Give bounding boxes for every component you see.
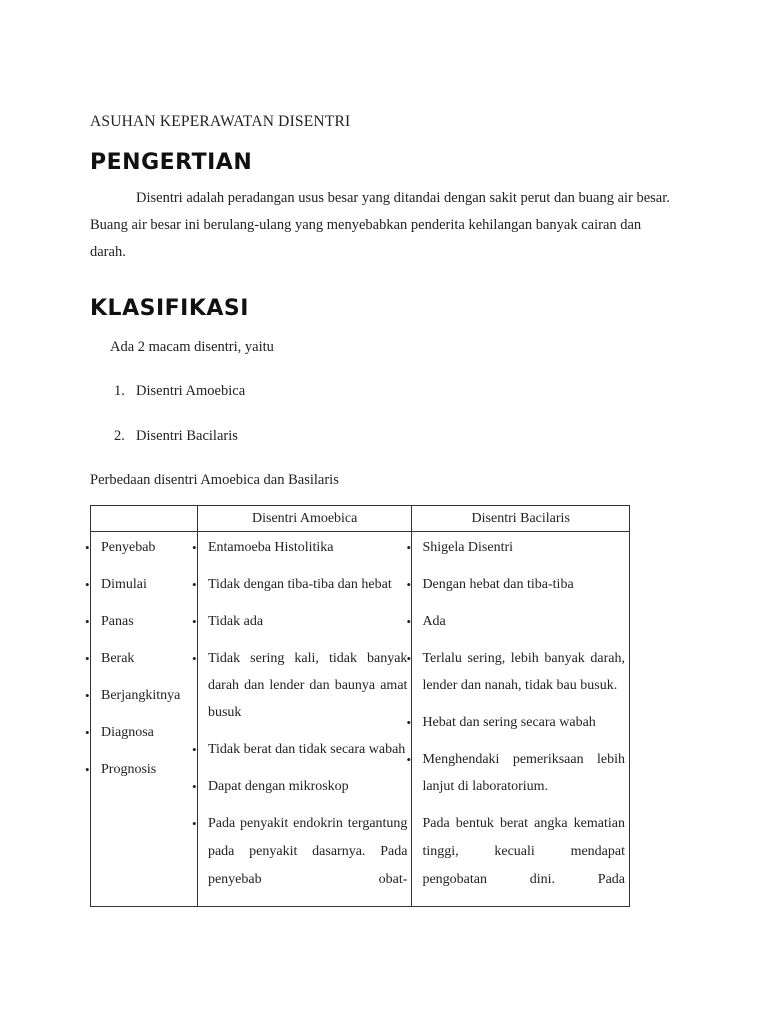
bullet-icon: • [85, 762, 90, 777]
list-item [406, 645, 629, 699]
bullet-icon: • [191, 779, 197, 794]
bullet-icon: • [85, 688, 90, 703]
list-number: 2. [114, 428, 125, 444]
list-item [85, 645, 197, 672]
list-item [85, 608, 197, 635]
list-text: Disentri Bacilaris [136, 428, 238, 444]
aspect-label: Diagnosa [101, 725, 154, 740]
amoebica-value: Pada penyakit endokrin tergantung pada penyakit dasarnya. Pada penyebab obat- [207, 816, 408, 887]
list-text: Disentri Amoebica [136, 383, 246, 399]
bullet-icon: • [85, 577, 90, 592]
table-row [91, 532, 630, 907]
bullet-icon: • [406, 715, 411, 730]
bullet-icon: • [406, 577, 411, 592]
bullet-icon: • [406, 614, 411, 629]
amoebica-value: Tidak ada [207, 614, 264, 629]
aspect-label: Berjangkitnya [101, 688, 181, 703]
bullet-icon: • [191, 540, 197, 555]
list-item [191, 571, 412, 598]
list-item [85, 719, 197, 746]
table-cell-amoebica [191, 532, 412, 907]
heading-pengertian: PENGERTIAN [90, 150, 253, 175]
bullet-icon: • [191, 816, 197, 831]
bacilaris-value: Shigela Disentri [422, 540, 514, 555]
bacilaris-value: Terlalu sering, lebih banyak darah, lender dan nanah, tidak bau busuk. [422, 651, 625, 693]
list-item [412, 810, 629, 894]
amoebica-value: Tidak dengan tiba-tiba dan hebat [207, 577, 392, 592]
bullet-icon: • [85, 651, 90, 666]
heading-klasifikasi: KLASIFIKASI [90, 296, 249, 321]
list-item [406, 534, 629, 561]
list-item [85, 571, 197, 598]
bullet-icon: • [406, 752, 411, 767]
document-title: ASUHAN KEPERAWATAN DISENTRI [90, 113, 351, 130]
list-item [85, 756, 197, 783]
bullet-icon: • [191, 614, 197, 629]
list-item [85, 682, 197, 709]
klasifikasi-intro: Ada 2 macam disentri, yaitu [110, 339, 274, 355]
comparison-table [85, 505, 630, 907]
list-item [191, 810, 412, 894]
bacilaris-value: Menghendaki pemeriksaan lebih lanjut di laboratorium. [422, 752, 625, 794]
table-caption: Perbedaan disentri Amoebica dan Basilaris [90, 472, 339, 488]
bacilaris-value: Dengan hebat dan tiba-tiba [422, 577, 574, 592]
bullet-icon: • [85, 725, 90, 740]
list-item [406, 608, 629, 635]
aspect-label: Prognosis [101, 762, 157, 777]
bacilaris-value: Hebat dan sering secara wabah [422, 715, 596, 730]
table-header-empty [91, 506, 198, 532]
amoebica-value: Tidak berat dan tidak secara wabah [207, 742, 406, 757]
amoebica-value: Tidak sering kali, tidak banyak darah dan lender dan baunya amat busuk [207, 651, 408, 720]
bacilaris-value: Ada [422, 614, 446, 629]
list-number: 1. [114, 383, 125, 399]
amoebica-value: Dapat dengan mikroskop [207, 779, 349, 794]
table-header-bacilaris: Disentri Bacilaris [412, 506, 630, 532]
list-item [406, 571, 629, 598]
list-item [114, 383, 245, 400]
bullet-icon: • [85, 540, 90, 555]
list-item [114, 428, 238, 445]
list-item [191, 736, 412, 763]
aspect-label: Dimulai [101, 577, 147, 592]
pengertian-paragraph [90, 185, 680, 266]
table-cell-aspek [85, 532, 198, 907]
bullet-icon: • [406, 651, 411, 666]
list-item [406, 746, 629, 800]
aspect-label: Penyebab [101, 540, 156, 555]
list-item [406, 709, 629, 736]
bullet-icon: • [191, 742, 197, 757]
bullet-icon: • [191, 651, 197, 666]
bullet-icon: • [85, 614, 90, 629]
table-header-row [91, 506, 630, 532]
list-item [85, 534, 197, 561]
list-item [191, 645, 412, 726]
pengertian-text: Disentri adalah peradangan usus besar yang ditandai dengan sakit perut dan buang air besar. Buang air besar ini berulang-ulang yang menyebabkan penderita kehilangan banyak cairan dan darah. [90, 190, 670, 260]
aspect-label: Berak [101, 651, 135, 666]
aspect-label: Panas [101, 614, 134, 629]
list-item [191, 608, 412, 635]
list-item [191, 773, 412, 800]
amoebica-value: Entamoeba Histolitika [207, 540, 334, 555]
table-header-amoebica: Disentri Amoebica [197, 506, 412, 532]
bullet-icon: • [406, 540, 411, 555]
bacilaris-value: Pada bentuk berat angka kematian tinggi, kecuali mendapat pengobatan dini. Pada [422, 816, 625, 887]
list-item [191, 534, 412, 561]
table-cell-bacilaris [406, 532, 630, 907]
bullet-icon: • [191, 577, 197, 592]
